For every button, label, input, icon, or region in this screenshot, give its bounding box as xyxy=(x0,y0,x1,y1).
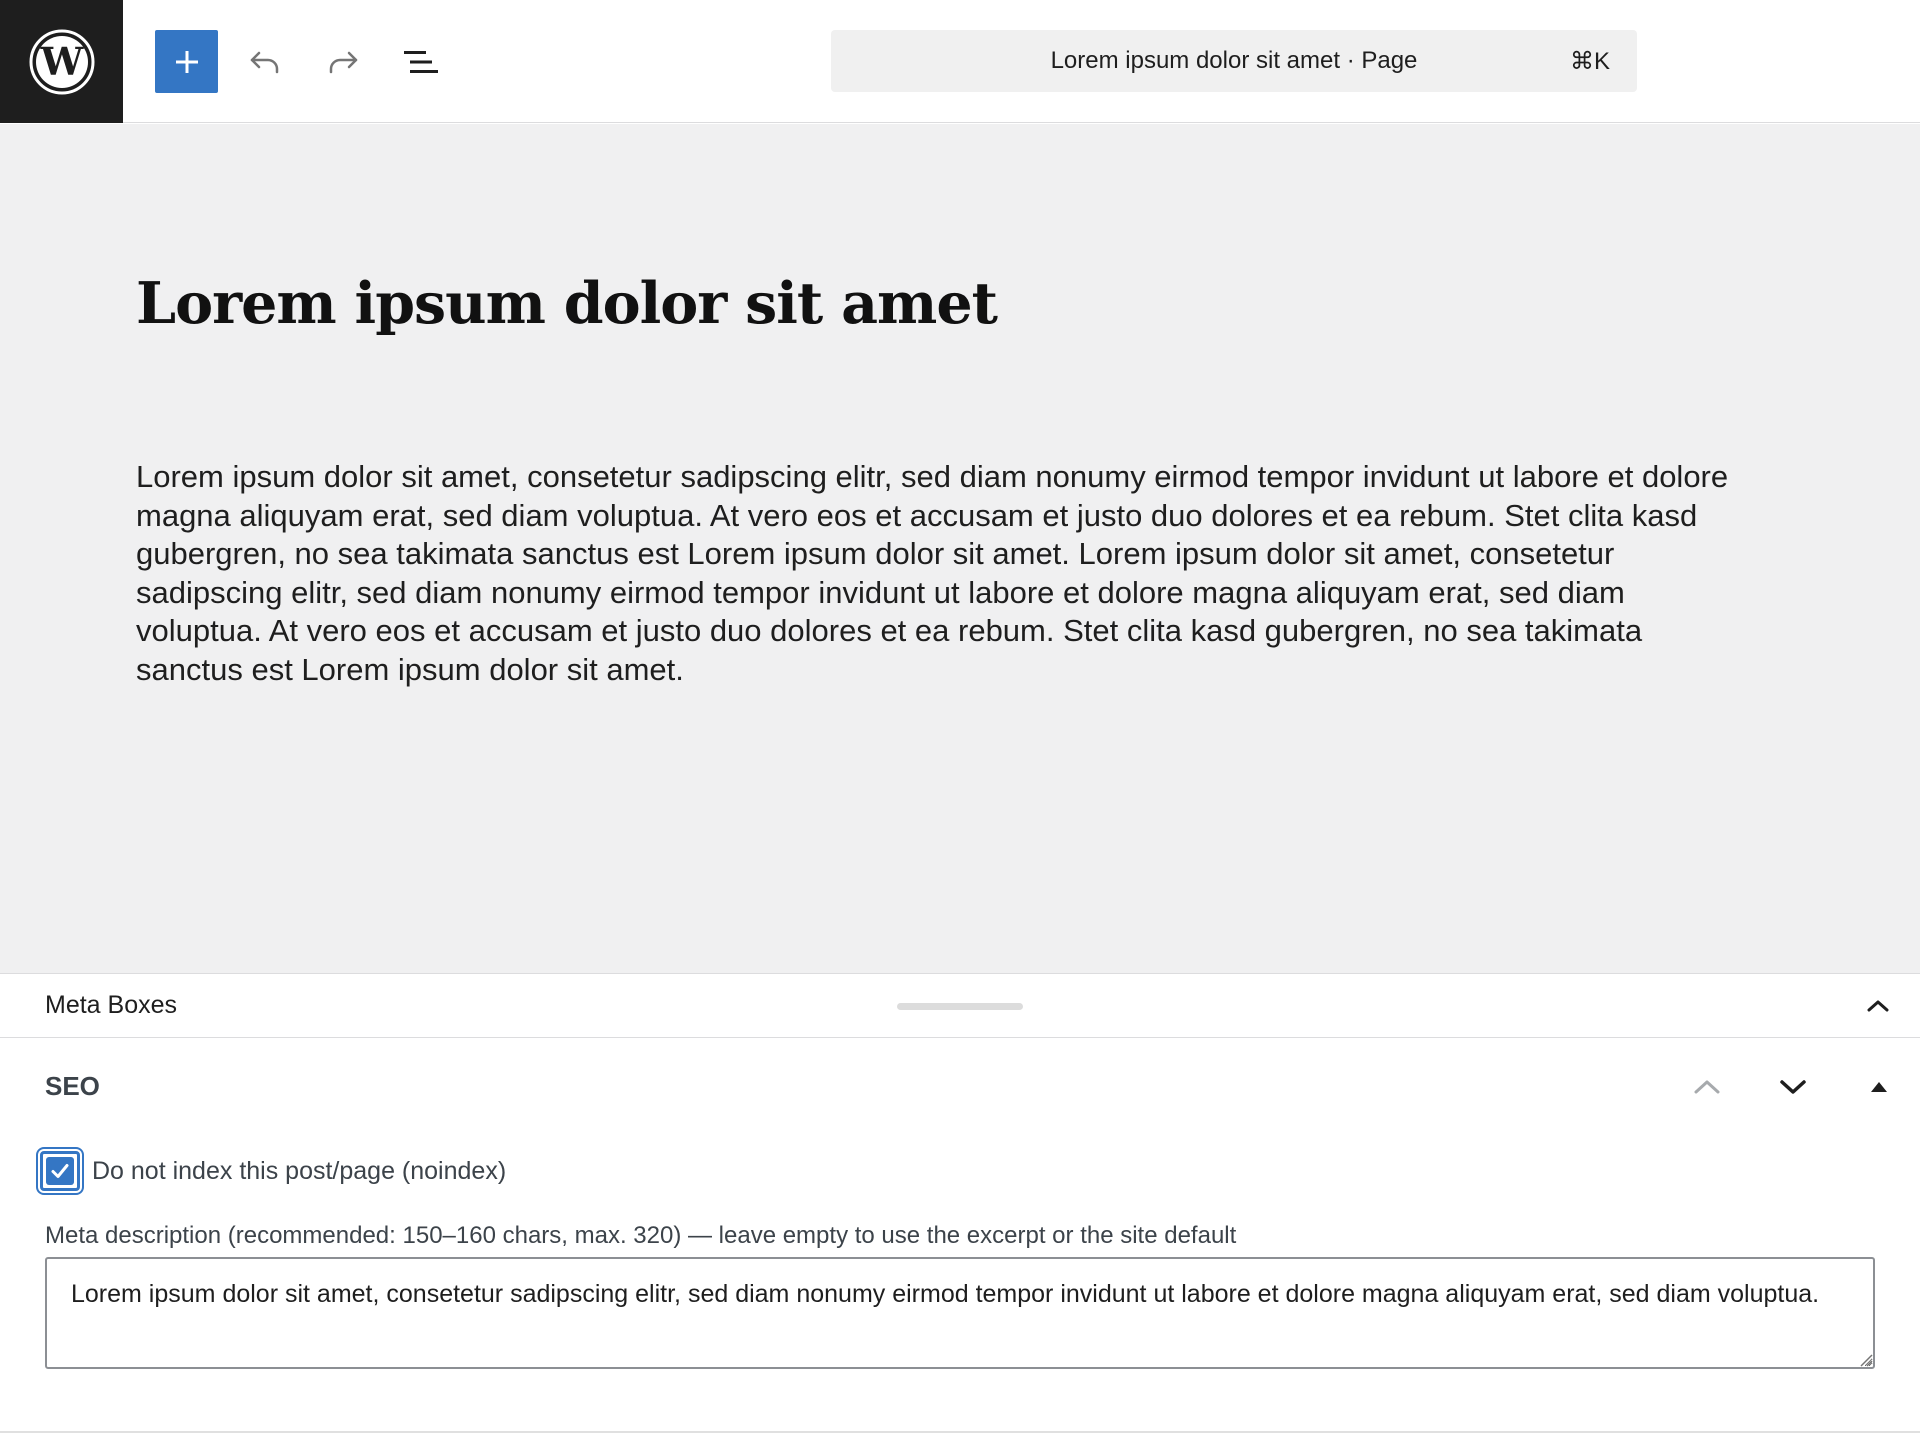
move-up-button[interactable] xyxy=(1679,1059,1735,1115)
noindex-label[interactable]: Do not index this post/page (noindex) xyxy=(92,1156,507,1185)
plus-icon xyxy=(173,48,201,76)
document-title: Lorem ipsum dolor sit amet · Page xyxy=(1050,47,1418,74)
move-down-button[interactable] xyxy=(1765,1059,1821,1115)
editor-canvas xyxy=(0,124,1920,973)
redo-button[interactable] xyxy=(311,30,374,93)
editor-toolbar xyxy=(0,0,1920,123)
redo-icon xyxy=(326,45,360,79)
keyboard-shortcut: ⌘K xyxy=(1569,47,1610,75)
command-palette-button[interactable] xyxy=(831,30,1637,92)
chevron-up-icon xyxy=(1865,997,1891,1015)
meta-boxes-collapse-button[interactable] xyxy=(1854,982,1902,1030)
checkmark-icon xyxy=(49,1160,71,1182)
seo-meta-box xyxy=(0,1039,1920,1434)
add-block-button[interactable] xyxy=(155,30,218,93)
svg-text:W: W xyxy=(40,38,83,84)
meta-description-field[interactable] xyxy=(45,1257,1875,1369)
paragraph-block[interactable]: Lorem ipsum dolor sit amet, consetetur sadipscing elitr, sed diam nonumy eirmod tempor invidunt ut labore et dolore magna aliquyam erat, sed diam voluptua. At vero eos et accusam et justo duo dolores et ea rebum. Stet clita kasd gubergren, no sea takimata sanctus est Lorem ipsum dolor sit amet. Lorem ipsum dolor sit amet, consetetur sadipscing elitr, sed diam nonumy eirmod tempor invidunt ut labore et dolore magna aliquyam erat, sed diam voluptua. At vero eos et accusam et justo duo dolores et ea rebum. Stet clita kasd gubergren, no sea takimata sanctus est Lorem ipsum dolor sit amet. xyxy=(136,459,1729,687)
list-view-icon xyxy=(402,47,440,77)
undo-button[interactable] xyxy=(233,30,296,93)
checkbox-fill xyxy=(46,1157,74,1185)
noindex-checkbox[interactable] xyxy=(40,1151,80,1191)
seo-box-title: SEO xyxy=(45,1071,100,1101)
meta-boxes-title: Meta Boxes xyxy=(45,991,178,1019)
toggle-panel-button[interactable] xyxy=(1851,1059,1907,1115)
list-view-button[interactable] xyxy=(389,30,452,93)
bottom-divider xyxy=(0,1431,1920,1433)
chevron-down-icon xyxy=(1778,1077,1808,1097)
resize-grip-icon[interactable] xyxy=(1857,1351,1873,1367)
meta-boxes-resize-handle[interactable] xyxy=(897,1003,1023,1010)
post-title[interactable]: Lorem ipsum dolor sit amet xyxy=(136,270,997,337)
chevron-up-icon xyxy=(1692,1077,1722,1097)
noindex-option xyxy=(40,1151,506,1191)
meta-boxes-panel-header xyxy=(0,973,1920,1038)
wordpress-logo-icon[interactable] xyxy=(0,0,123,123)
meta-description-label: Meta description (recommended: 150–160 chars, max. 320) — leave empty to use the excerpt or the site default xyxy=(45,1222,1237,1249)
undo-icon xyxy=(248,45,282,79)
caret-up-icon xyxy=(1869,1080,1889,1094)
